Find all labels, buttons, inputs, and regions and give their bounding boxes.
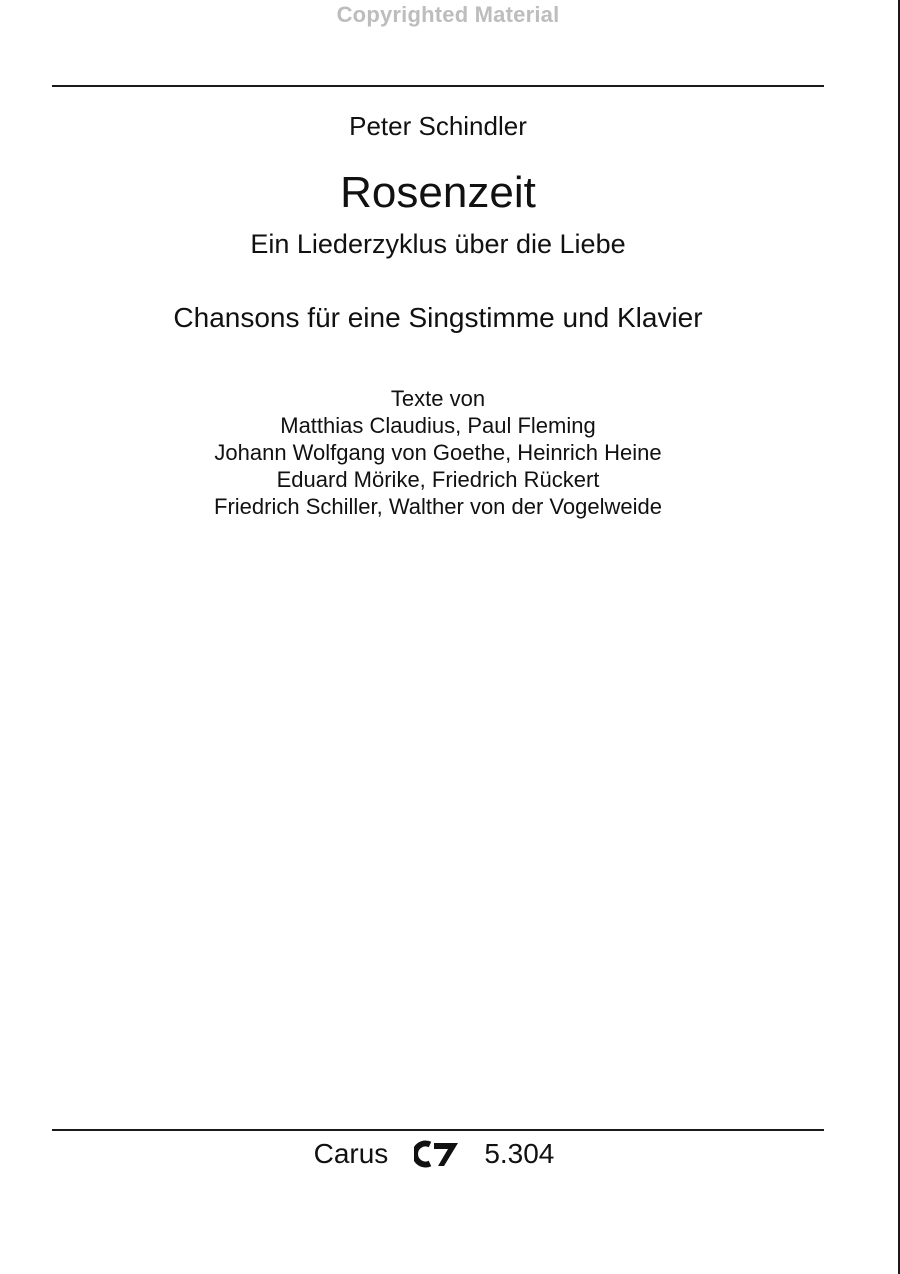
- composer-name: Peter Schindler: [349, 111, 527, 141]
- text-credits-line: Eduard Mörike, Friedrich Rückert: [276, 467, 600, 492]
- publisher-name: Carus: [313, 1138, 389, 1169]
- scoring-line: Chansons für eine Singstimme und Klavier: [173, 302, 703, 333]
- publisher-footer: [0, 1138, 868, 1170]
- text-credits-line: Friedrich Schiller, Walther von der Vogelweide: [214, 494, 662, 519]
- text-credits: [0, 385, 876, 520]
- catalog-number: 5.304: [484, 1138, 555, 1169]
- work-subtitle: Ein Liederzyklus über die Liebe: [250, 229, 626, 259]
- text-credits-line: Matthias Claudius, Paul Fleming: [280, 413, 596, 438]
- top-divider: [52, 85, 824, 87]
- bottom-divider: [52, 1129, 824, 1131]
- text-credits-heading: Texte von: [390, 386, 486, 411]
- carus-cv-logo-icon: [414, 1140, 462, 1168]
- copyright-watermark: Copyrighted Material: [336, 2, 560, 27]
- work-title: Rosenzeit: [340, 168, 536, 217]
- text-credits-line: Johann Wolfgang von Goethe, Heinrich Heine: [214, 440, 662, 465]
